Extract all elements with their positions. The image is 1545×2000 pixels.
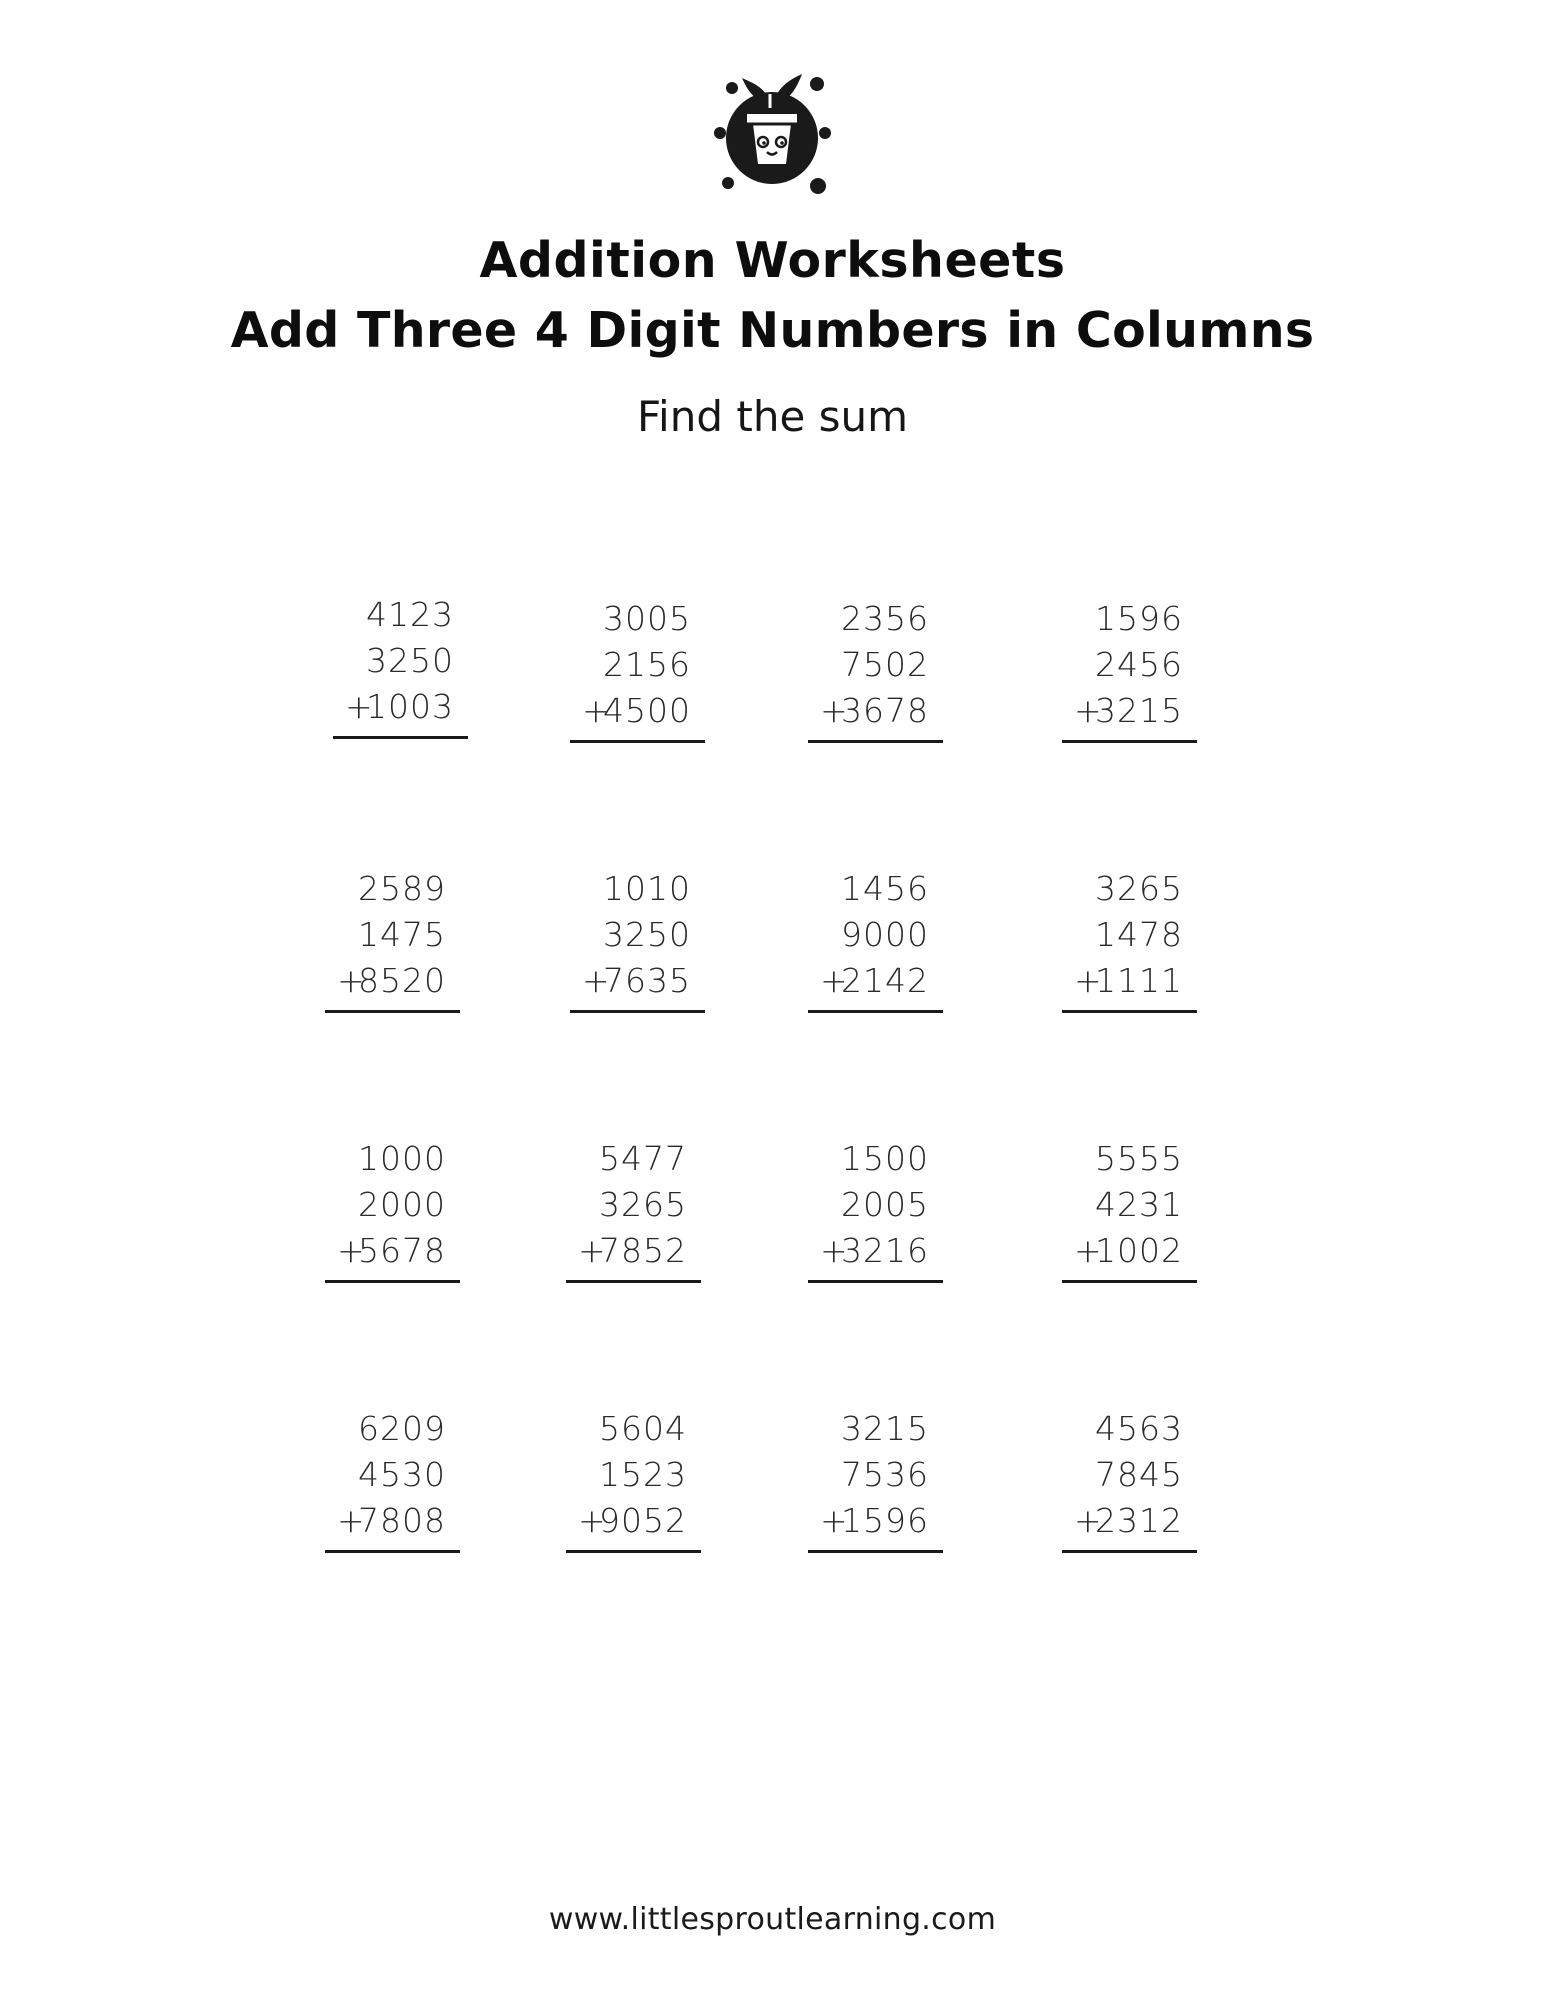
addition-problem-2	[570, 596, 705, 746]
addend-3: 3678	[841, 691, 929, 730]
answer-line	[1062, 740, 1197, 743]
addend-1: 2356	[841, 599, 929, 638]
answer-line	[1062, 1280, 1197, 1283]
answer-line	[1062, 1010, 1197, 1013]
addend-2: 7845	[1095, 1455, 1183, 1494]
addend-2: 9000	[841, 915, 929, 954]
addition-problem-9	[325, 1136, 460, 1286]
answer-line	[325, 1550, 460, 1553]
addend-2: 1478	[1095, 915, 1183, 954]
addend-3: 7808	[358, 1501, 446, 1540]
plus-sign: +	[820, 961, 848, 1000]
plus-sign: +	[337, 961, 365, 1000]
addend-2: 2156	[603, 645, 691, 684]
addend-2: 2005	[841, 1185, 929, 1224]
worksheet-title: Addition Worksheets	[479, 232, 1066, 289]
addend-2: 4530	[358, 1455, 446, 1494]
addend-1: 1000	[358, 1139, 446, 1178]
plus-sign: +	[337, 1231, 365, 1270]
addend-3: 2142	[841, 961, 929, 1000]
addend-2: 2456	[1095, 645, 1183, 684]
instruction-text: Find the sum	[636, 392, 909, 441]
plus-sign: +	[582, 961, 610, 1000]
addend-1: 4563	[1095, 1409, 1183, 1448]
plus-sign: +	[1074, 1231, 1102, 1270]
plus-sign: +	[578, 1501, 606, 1540]
answer-line	[570, 1010, 705, 1013]
plus-sign: +	[337, 1501, 365, 1540]
addition-problem-11	[808, 1136, 943, 1286]
addend-1: 1596	[1095, 599, 1183, 638]
plus-sign: +	[820, 1501, 848, 1540]
addend-3: 3216	[841, 1231, 929, 1270]
addend-2: 1475	[358, 915, 446, 954]
addend-2: 4231	[1095, 1185, 1183, 1224]
answer-line	[333, 736, 468, 739]
answer-line	[566, 1550, 701, 1553]
addition-problem-12	[1062, 1136, 1197, 1286]
addend-3: 3215	[1095, 691, 1183, 730]
addend-2: 3250	[603, 915, 691, 954]
plus-sign: +	[582, 691, 610, 730]
addend-1: 1500	[841, 1139, 929, 1178]
plus-sign: +	[1074, 1501, 1102, 1540]
addend-3: 9052	[599, 1501, 687, 1540]
addend-1: 5604	[599, 1409, 687, 1448]
addend-1: 3005	[603, 599, 691, 638]
addend-3: 1111	[1095, 961, 1183, 1000]
addition-problem-16	[1062, 1406, 1197, 1556]
addition-problem-1	[333, 592, 468, 742]
addend-1: 3215	[841, 1409, 929, 1448]
footer-website-url: www.littlesproutlearning.com	[548, 1902, 997, 1937]
answer-line	[808, 1010, 943, 1013]
answer-line	[808, 1280, 943, 1283]
addend-1: 1456	[841, 869, 929, 908]
addition-problem-6	[570, 866, 705, 1016]
addend-1: 4123	[366, 595, 454, 634]
addend-3: 8520	[358, 961, 446, 1000]
plus-sign: +	[820, 1231, 848, 1270]
addend-3: 1003	[366, 687, 454, 726]
addition-problem-4	[1062, 596, 1197, 746]
answer-line	[566, 1280, 701, 1283]
answer-line	[808, 1550, 943, 1553]
plus-sign: +	[1074, 961, 1102, 1000]
plus-sign: +	[820, 691, 848, 730]
plus-sign: +	[345, 687, 373, 726]
addition-problem-7	[808, 866, 943, 1016]
plus-sign: +	[1074, 691, 1102, 730]
addend-3: 7852	[599, 1231, 687, 1270]
addition-problem-13	[325, 1406, 460, 1556]
addend-2: 3265	[599, 1185, 687, 1224]
addend-1: 2589	[358, 869, 446, 908]
addend-3: 7635	[603, 961, 691, 1000]
addend-3: 2312	[1095, 1501, 1183, 1540]
addition-problem-3	[808, 596, 943, 746]
addend-3: 1596	[841, 1501, 929, 1540]
addend-1: 6209	[358, 1409, 446, 1448]
addition-problem-14	[566, 1406, 701, 1556]
addend-2: 2000	[358, 1185, 446, 1224]
addition-problem-10	[566, 1136, 701, 1286]
addend-3: 4500	[603, 691, 691, 730]
addend-1: 3265	[1095, 869, 1183, 908]
addend-2: 1523	[599, 1455, 687, 1494]
sprout-pot-logo-icon	[690, 56, 855, 206]
addend-2: 7536	[841, 1455, 929, 1494]
answer-line	[808, 740, 943, 743]
addend-1: 5477	[599, 1139, 687, 1178]
plus-sign: +	[578, 1231, 606, 1270]
answer-line	[325, 1010, 460, 1013]
addend-3: 5678	[358, 1231, 446, 1270]
worksheet-subtitle: Add Three 4 Digit Numbers in Columns	[230, 302, 1315, 359]
addend-1: 1010	[603, 869, 691, 908]
addition-problem-5	[325, 866, 460, 1016]
answer-line	[1062, 1550, 1197, 1553]
addend-2: 7502	[841, 645, 929, 684]
addend-2: 3250	[366, 641, 454, 680]
answer-line	[325, 1280, 460, 1283]
addend-3: 1002	[1095, 1231, 1183, 1270]
addition-problem-8	[1062, 866, 1197, 1016]
addition-problem-15	[808, 1406, 943, 1556]
addend-1: 5555	[1095, 1139, 1183, 1178]
answer-line	[570, 740, 705, 743]
